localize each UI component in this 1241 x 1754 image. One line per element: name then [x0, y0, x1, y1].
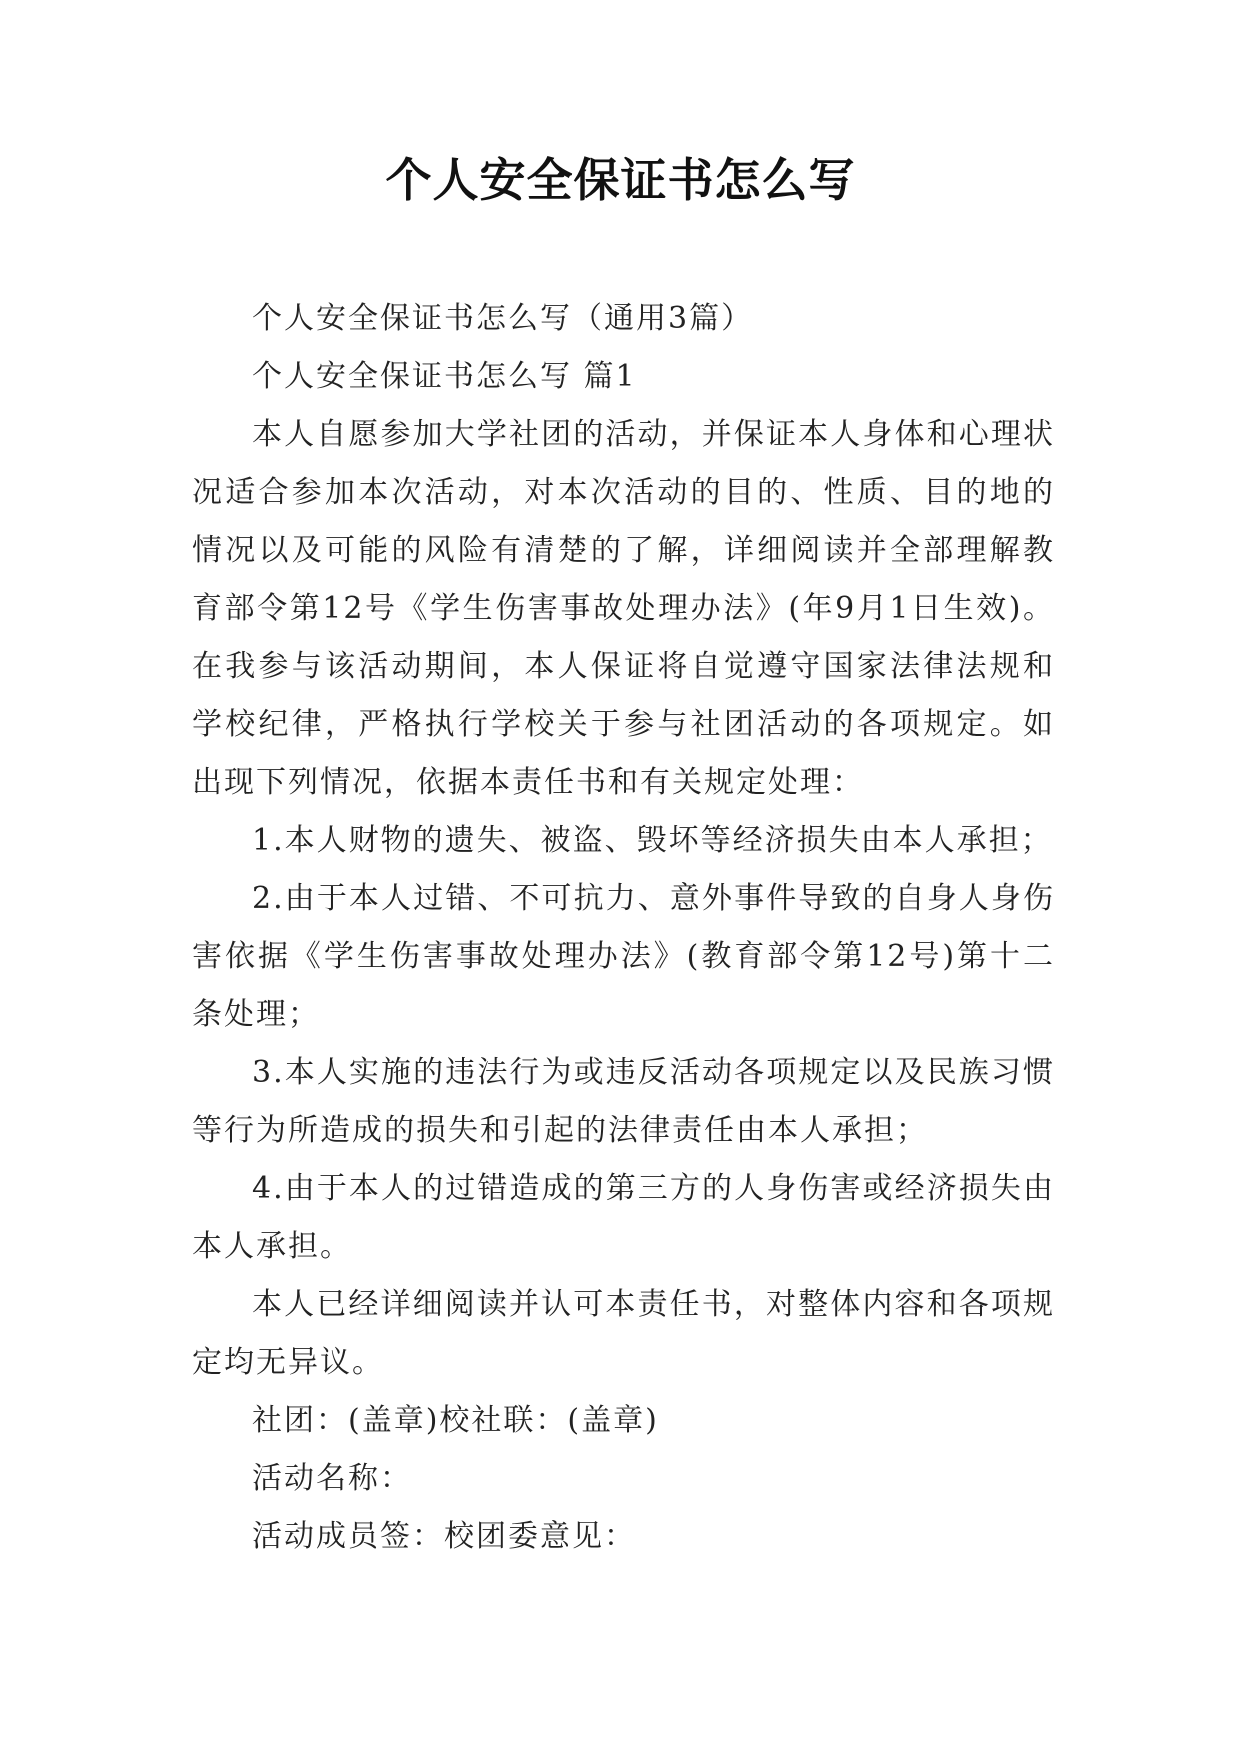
signature-line-member-sign: 活动成员签：校团委意见： [252, 1519, 636, 1554]
list-item-4: 4.由于本人的过错造成的第三方的人身伤害或经济损失由本人承担。 [192, 1171, 1055, 1264]
document-title: 个人安全保证书怎么写 [385, 153, 856, 207]
list-item-2: 2.由于本人过错、不可抗力、意外事件导致的自身人身伤害依据《学生伤害事故处理办法》(教育部令第12号)第十二条处理； [192, 881, 1055, 1032]
signature-line-activity-name: 活动名称： [252, 1461, 412, 1496]
list-item-3: 3.本人实施的违法行为或违反活动各项规定以及民族习惯等行为所造成的损失和引起的法律责任由本人承担； [192, 1055, 1055, 1148]
document-body [192, 290, 1055, 1566]
document-subtitle: 个人安全保证书怎么写（通用3篇） [252, 301, 754, 336]
paragraph-intro: 本人自愿参加大学社团的活动，并保证本人身体和心理状况适合参加本次活动，对本次活动的目的、性质、目的地的情况以及可能的风险有清楚的了解，详细阅读并全部理解教育部令第12号《学生伤害事故处理办法》(年9月1日生效)。在我参与该活动期间，本人保证将自觉遵守国家法律法规和学校纪律，严格执行学校关于参与社团活动的各项规定。如出现下列情况，依据本责任书和有关规定处理： [192, 417, 1055, 800]
paragraph-acknowledgement: 本人已经详细阅读并认可本责任书，对整体内容和各项规定均无异议。 [192, 1287, 1055, 1380]
list-item-1: 1.本人财物的遗失、被盗、毁坏等经济损失由本人承担； [252, 823, 1053, 858]
section-heading: 个人安全保证书怎么写 篇1 [252, 359, 637, 394]
signature-line-stamp: 社团：(盖章)校社联：(盖章) [252, 1403, 659, 1438]
